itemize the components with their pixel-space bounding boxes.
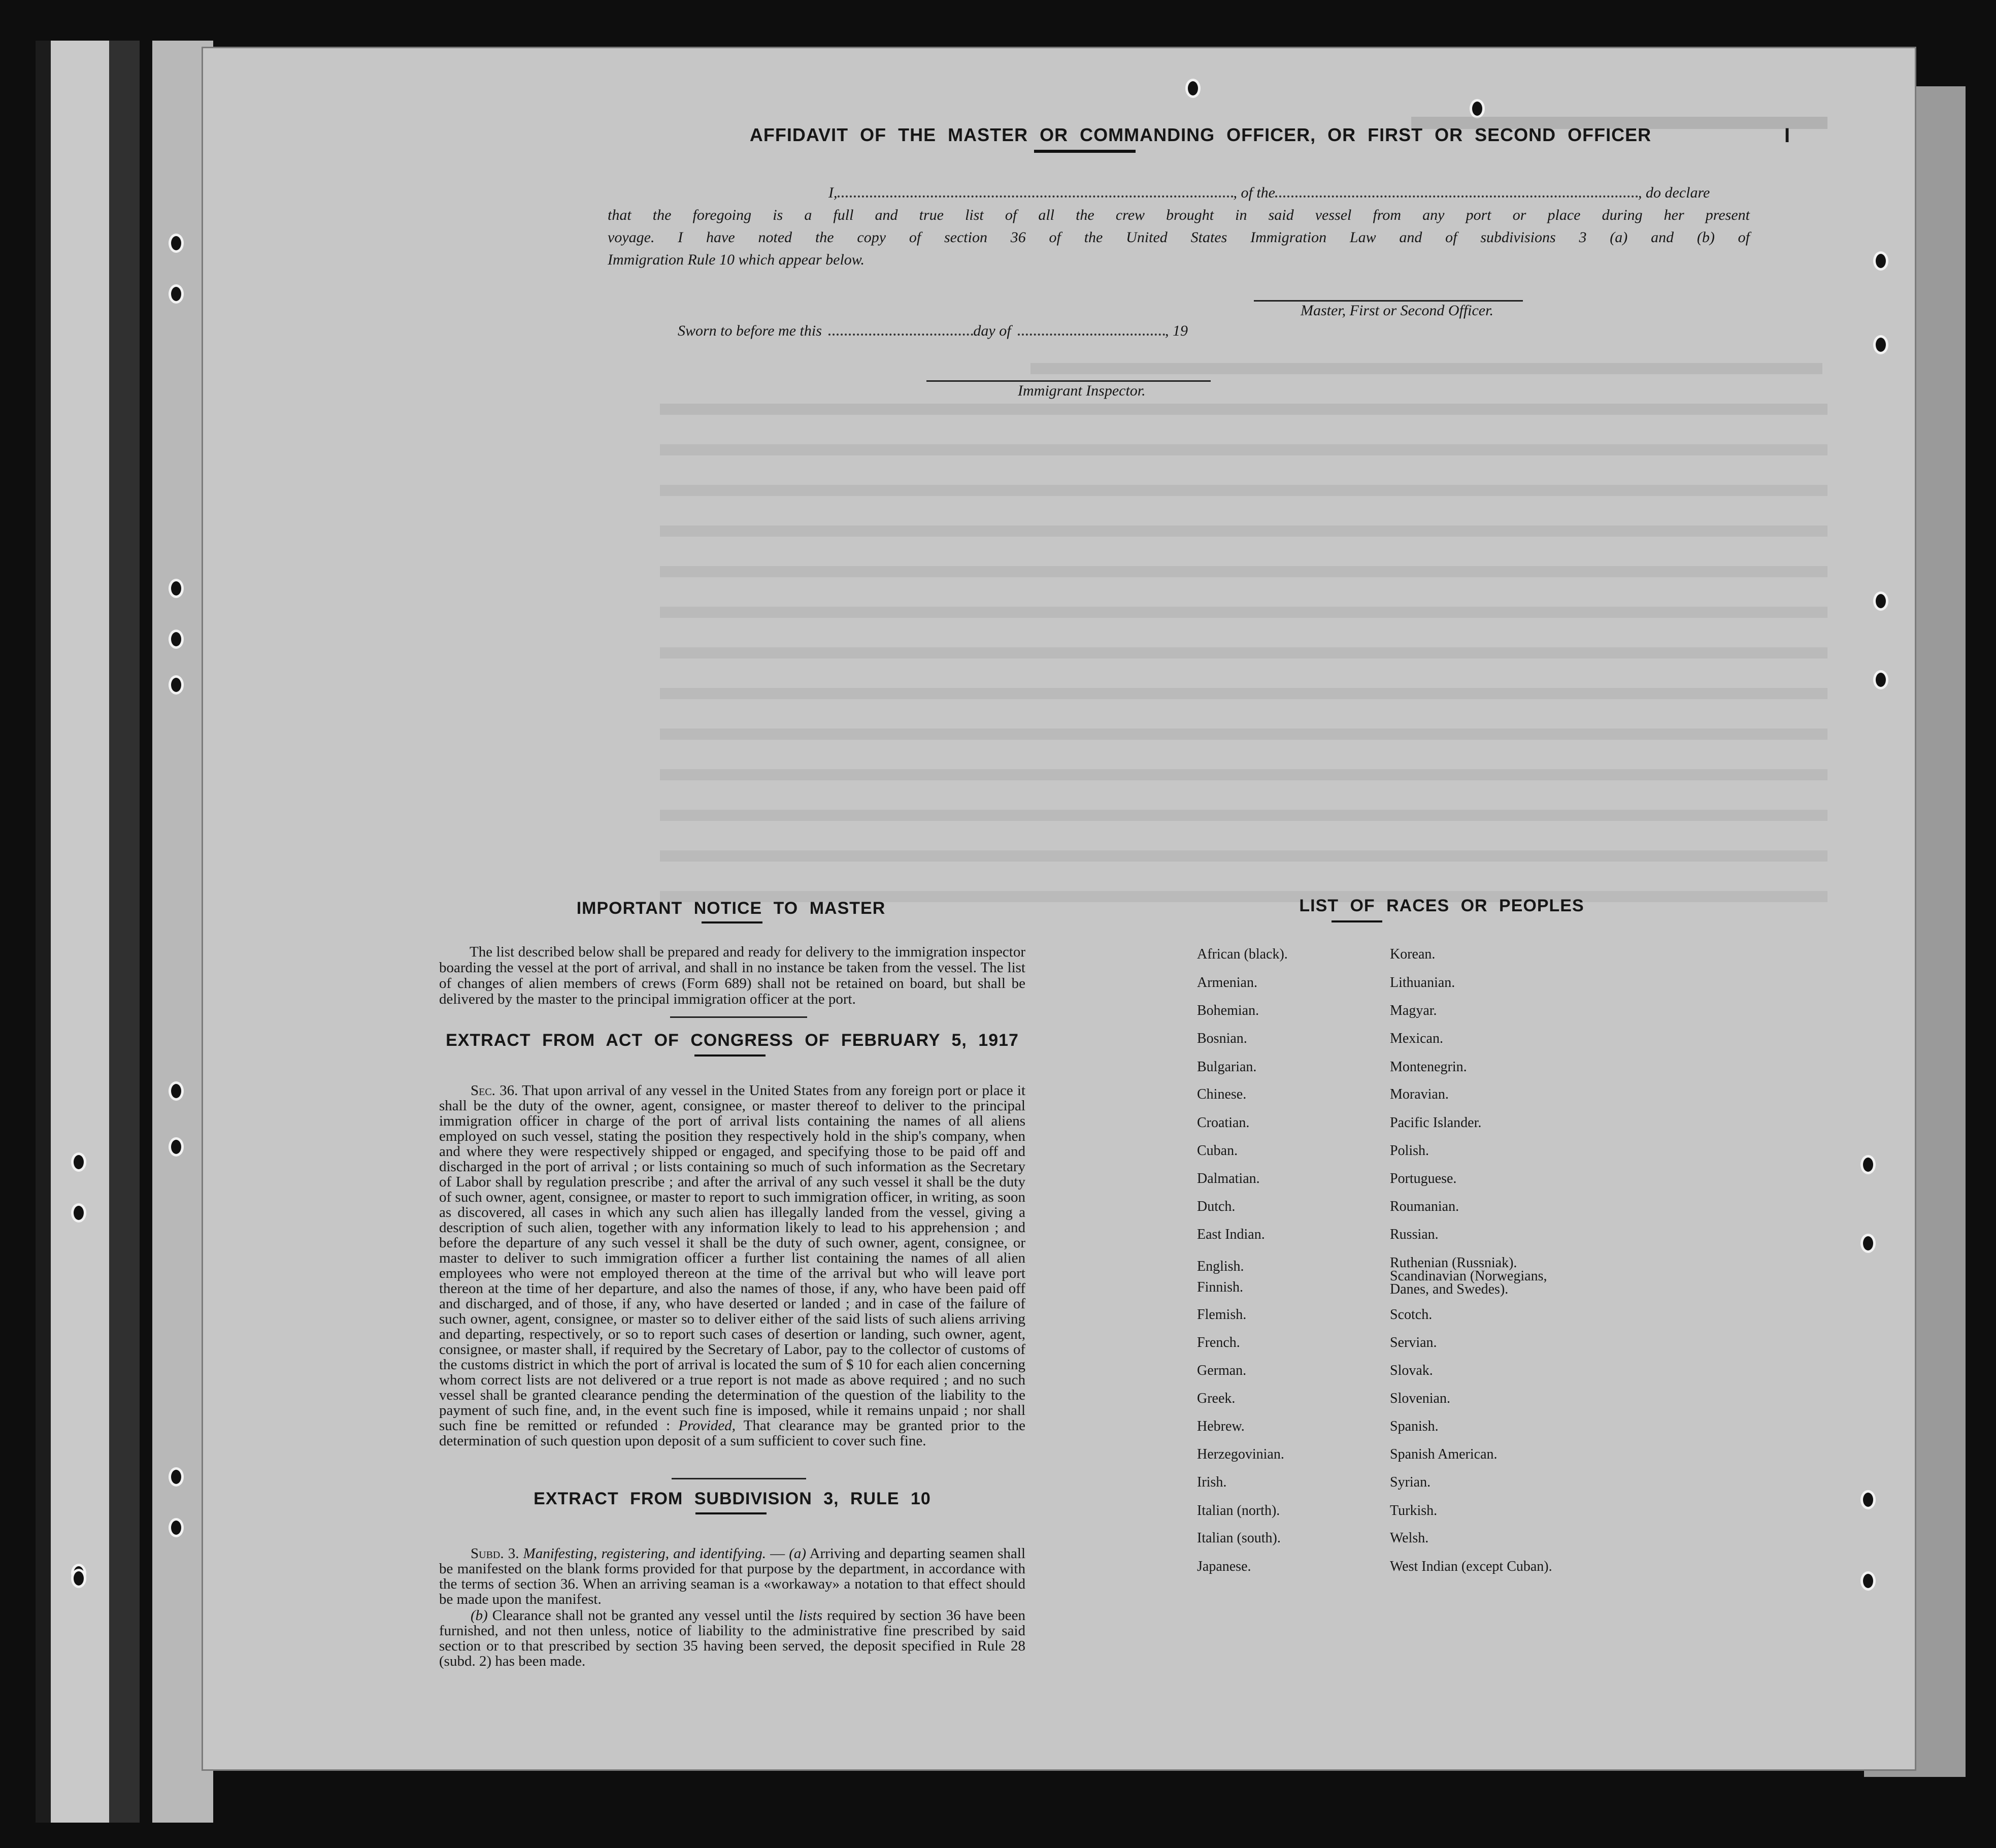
subd-a-text: Subd. 3. Manifesting, registering, and identifying. — (a) Arriving and departing seamen shall be manifested on the blank forms provided for that purpose by the department, in accordance with the terms of section 36. When an arriving seaman is a «workaway» a notation to that effect should be made upon the manifest.	[439, 1545, 1026, 1607]
para-b-label: (b)	[471, 1607, 488, 1624]
page-hole	[1860, 1571, 1876, 1591]
proviso-text: That clearance may be granted prior to the determination of such question upon deposit of a sum sufficient to cover such fine.	[439, 1417, 1026, 1449]
bleed-through-mark	[660, 810, 1827, 821]
race-item: Polish.	[1390, 1143, 1429, 1159]
race-item: Mexican.	[1390, 1031, 1443, 1046]
bleed-through-mark	[660, 729, 1827, 740]
vessel-blank[interactable]	[1275, 195, 1638, 197]
races-title: LIST OF RACES OR PEOPLES	[1299, 896, 1584, 915]
race-item: Croatian.	[1197, 1115, 1250, 1131]
para-b-body-1: Clearance shall not be granted any vessel until the	[492, 1607, 794, 1624]
race-item: Bosnian.	[1197, 1031, 1247, 1046]
race-item: French.	[1197, 1335, 1240, 1350]
race-item: Danes, and Swedes).	[1390, 1281, 1509, 1297]
notice-title: IMPORTANT NOTICE TO MASTER	[576, 899, 886, 918]
sec-36-label: Sec. 36.	[471, 1082, 518, 1099]
bleed-through-mark	[660, 647, 1827, 658]
affidavit-line-4: Immigration Rule 10 which appear below.	[608, 251, 865, 268]
rule-underline	[695, 1512, 767, 1514]
race-item: Chinese.	[1197, 1086, 1247, 1102]
binder-hole	[169, 630, 184, 649]
manifest-page	[203, 48, 1915, 1769]
act-underline	[694, 1054, 766, 1057]
bleed-through-mark	[660, 850, 1827, 862]
affidavit-title: AFFIDAVIT OF THE MASTER OR COMMANDING OFFICER, OR FIRST OR SECOND OFFICER	[749, 124, 1652, 145]
race-item: Scotch.	[1390, 1307, 1433, 1323]
race-item: Herzegovinian.	[1197, 1446, 1284, 1462]
race-item: East Indian.	[1197, 1227, 1265, 1242]
inspector-label: Immigrant Inspector.	[1018, 382, 1146, 399]
race-item: Bulgarian.	[1197, 1059, 1257, 1075]
sec-36-body: That upon arrival of any vessel in the United States from any foreign port or place it shall be the duty of the owner, agent, consignee, or master thereof to deliver to the principal immigration officer in charge of the port of arrival lists containing the names of all aliens employed on such vessel, stating the position they respectively hold in the ship's company, when and where they were respectively shipped or engaged, and specifying those to be paid off and discharged in the port of arrival ; or lists containing so much of such information as the Secretary of Labor shall by regulation prescribe ; and after the arrival of any such vessel it shall be the duty of such owner, agent, consignee, or master to report to such immigration officer, in writing, as soon as discovered, all cases in which any such alien has illegally landed from the vessel, giving a description of such alien, together with any information likely to lead to his apprehension ; and before the departure of any such vessel it shall be the duty of such owner, agent, consignee, or master to deliver to such immigration officer a further list containing the names of all alien employees who were not employed thereon at the time of the arrival but who will leave port thereon at the time of her departure, and also the names of those, if any, who have been paid off and discharged, and of those, if any, who have deserted or landed ; and in case of the failure of such owner, agent, consignee, or master so to deliver either of the said lists of such aliens arriving and departing, respectively, or so to report such cases of desertion or landing, such owner, agent, consignee, or master shall, if required by the Secretary of Labor, pay to the collector of customs of the customs district in which the port of arrival is located the sum of $ 10 for each alien concerning whom correct lists are not delivered or a true report is not made as above required ; and no such vessel shall be granted clearance pending the determination of the question of the liability to the payment of such fine, and, in the event such fine is imposed, while it remains unpaid ; nor shall such fine be remitted or refunded :	[439, 1082, 1026, 1434]
proviso-label: Provided,	[678, 1417, 736, 1434]
page-hole	[1860, 1155, 1876, 1174]
race-item: Welsh.	[1390, 1530, 1429, 1546]
sworn-line	[678, 322, 1188, 340]
bleed-through-mark	[660, 404, 1827, 415]
binder-hole	[169, 1137, 184, 1157]
binder-hole	[71, 1569, 86, 1588]
binder-hole	[169, 675, 184, 695]
affidavit-line-3: voyage. I have noted the copy of section 36 of the United States Immigration Law and of subdivisions 3 (a) and (b) of	[608, 229, 1750, 246]
binder-hole	[71, 1152, 86, 1172]
race-item: Spanish American.	[1390, 1446, 1498, 1462]
race-item: Cuban.	[1197, 1143, 1238, 1159]
bleed-through-mark	[660, 485, 1827, 496]
binder-hole	[169, 1467, 184, 1487]
race-item: Roumanian.	[1390, 1199, 1459, 1214]
race-item: Montenegrin.	[1390, 1059, 1467, 1075]
notice-underline	[702, 921, 762, 923]
page-hole	[1470, 99, 1485, 118]
race-item: Lithuanian.	[1390, 975, 1455, 991]
race-item: Portuguese.	[1390, 1171, 1457, 1186]
sworn-month-blank[interactable]	[1018, 334, 1165, 336]
do-declare-label: , do declare	[1638, 184, 1710, 201]
page-hole	[1860, 1490, 1876, 1509]
race-item: English.	[1197, 1259, 1244, 1274]
bleed-through-mark	[1030, 363, 1822, 374]
bleed-through-mark	[660, 444, 1827, 455]
para-b-body-2: required by section 36 have been furnished, and not then unless, notice of liability to the administrative fine prescribed by said section or to that prescribed by section 35 having been served, the deposit specified in Rule 28 (subd. 2) has been made.	[439, 1607, 1025, 1669]
race-item: Dutch.	[1197, 1199, 1236, 1214]
affidavit-line-1	[828, 184, 1750, 202]
race-item: Russian.	[1390, 1227, 1439, 1242]
race-item: Armenian.	[1197, 975, 1257, 991]
sworn-label: Sworn to before me this	[678, 322, 822, 339]
subd-label: Subd. 3.	[471, 1545, 519, 1562]
bleed-through-mark	[660, 688, 1827, 699]
page-hole	[1873, 335, 1888, 354]
binder-edge-shadow	[109, 41, 140, 1823]
page-hole	[1873, 591, 1888, 611]
race-item: German.	[1197, 1363, 1247, 1378]
section-divider	[670, 1016, 807, 1018]
race-item: Ruthenian (Russniak).	[1390, 1255, 1517, 1271]
race-item: Italian (north).	[1197, 1503, 1280, 1519]
day-of-label: day of	[973, 322, 1011, 339]
race-item: Korean.	[1390, 946, 1436, 962]
race-item: Turkish.	[1390, 1503, 1438, 1519]
of-the-label: , of the	[1233, 184, 1275, 201]
race-item: Servian.	[1390, 1335, 1437, 1350]
bleed-through-mark	[660, 525, 1827, 537]
inspector-signature-line[interactable]	[926, 380, 1211, 382]
para-a-label: (a)	[789, 1545, 807, 1562]
binder-edge-light	[51, 41, 111, 1823]
affidavit-line-2: that the foregoing is a full and true list of all the crew brought in said vessel from any port or place during her present	[608, 207, 1750, 223]
race-item: Slovak.	[1390, 1363, 1433, 1378]
master-signature-line[interactable]	[1254, 300, 1523, 302]
subd-b-text	[439, 1608, 1025, 1669]
rule-title: EXTRACT FROM SUBDIVISION 3, RULE 10	[534, 1489, 931, 1508]
binder-hole	[169, 579, 184, 598]
race-item: Syrian.	[1390, 1474, 1431, 1490]
binder-hole	[169, 1081, 184, 1101]
race-item: Moravian.	[1390, 1086, 1449, 1102]
section-divider	[672, 1478, 806, 1479]
race-item: Pacific Islander.	[1390, 1115, 1482, 1131]
race-item: Scandinavian (Norwegians,	[1390, 1268, 1547, 1284]
race-item: Japanese.	[1197, 1559, 1251, 1574]
race-item: Flemish.	[1197, 1307, 1247, 1323]
sec-36-text	[439, 1083, 1025, 1448]
sworn-day-blank[interactable]	[828, 334, 973, 336]
race-item: Magyar.	[1390, 1003, 1437, 1018]
title-underline	[1034, 150, 1136, 153]
master-label: Master, First or Second Officer.	[1301, 302, 1493, 319]
binder-hole	[169, 234, 184, 253]
race-item: Slovenian.	[1390, 1391, 1450, 1406]
binder-hole	[169, 1518, 184, 1537]
binder-hole	[169, 284, 184, 304]
bleed-through-mark	[660, 566, 1827, 577]
bleed-through-mark	[660, 607, 1827, 618]
page-hole	[1860, 1234, 1876, 1253]
para-a-body: Arriving and departing seamen shall be manifested on the blank forms provided for that purpose by the department, in accordance with the terms of section 36. When an arriving seaman is a «workaway» a notation to that effect should be made upon the manifest.	[439, 1545, 1026, 1607]
race-item: Finnish.	[1197, 1279, 1244, 1295]
subd-heading: Manifesting, registering, and identifying.	[523, 1545, 766, 1562]
page-hole	[1185, 79, 1201, 98]
act-title: EXTRACT FROM ACT OF CONGRESS OF FEBRUARY 5, 1917	[446, 1031, 1019, 1050]
affidavit-i-label: I,	[828, 184, 838, 201]
page-hole	[1873, 251, 1888, 271]
para-b-lists: lists	[799, 1607, 823, 1624]
page-hole	[1873, 670, 1888, 689]
race-item: Italian (south).	[1197, 1530, 1281, 1546]
race-item: Bohemian.	[1197, 1003, 1259, 1018]
year-prefix-label: , 19	[1165, 322, 1188, 339]
races-underline	[1332, 920, 1382, 922]
race-item: African (black).	[1197, 946, 1288, 962]
page-mark: I	[1784, 124, 1791, 147]
race-item: Spanish.	[1390, 1418, 1439, 1434]
notice-text: The list described below shall be prepared and ready for delivery to the immigration inspector boarding the vessel at the port of arrival, and shall in no instance be taken from the vessel. The list of changes of alien members of crews (Form 689) shall not be retained on board, but shall be delivered by the master to the principal immigration officer at the port.	[439, 944, 1025, 1007]
race-item: Dalmatian.	[1197, 1171, 1260, 1186]
binder-hole	[71, 1203, 86, 1223]
name-blank[interactable]	[838, 195, 1234, 197]
race-item: West Indian (except Cuban).	[1390, 1559, 1552, 1574]
race-item: Greek.	[1197, 1391, 1236, 1406]
race-item: Hebrew.	[1197, 1418, 1245, 1434]
bleed-through-mark	[660, 769, 1827, 780]
race-item: Irish.	[1197, 1474, 1227, 1490]
